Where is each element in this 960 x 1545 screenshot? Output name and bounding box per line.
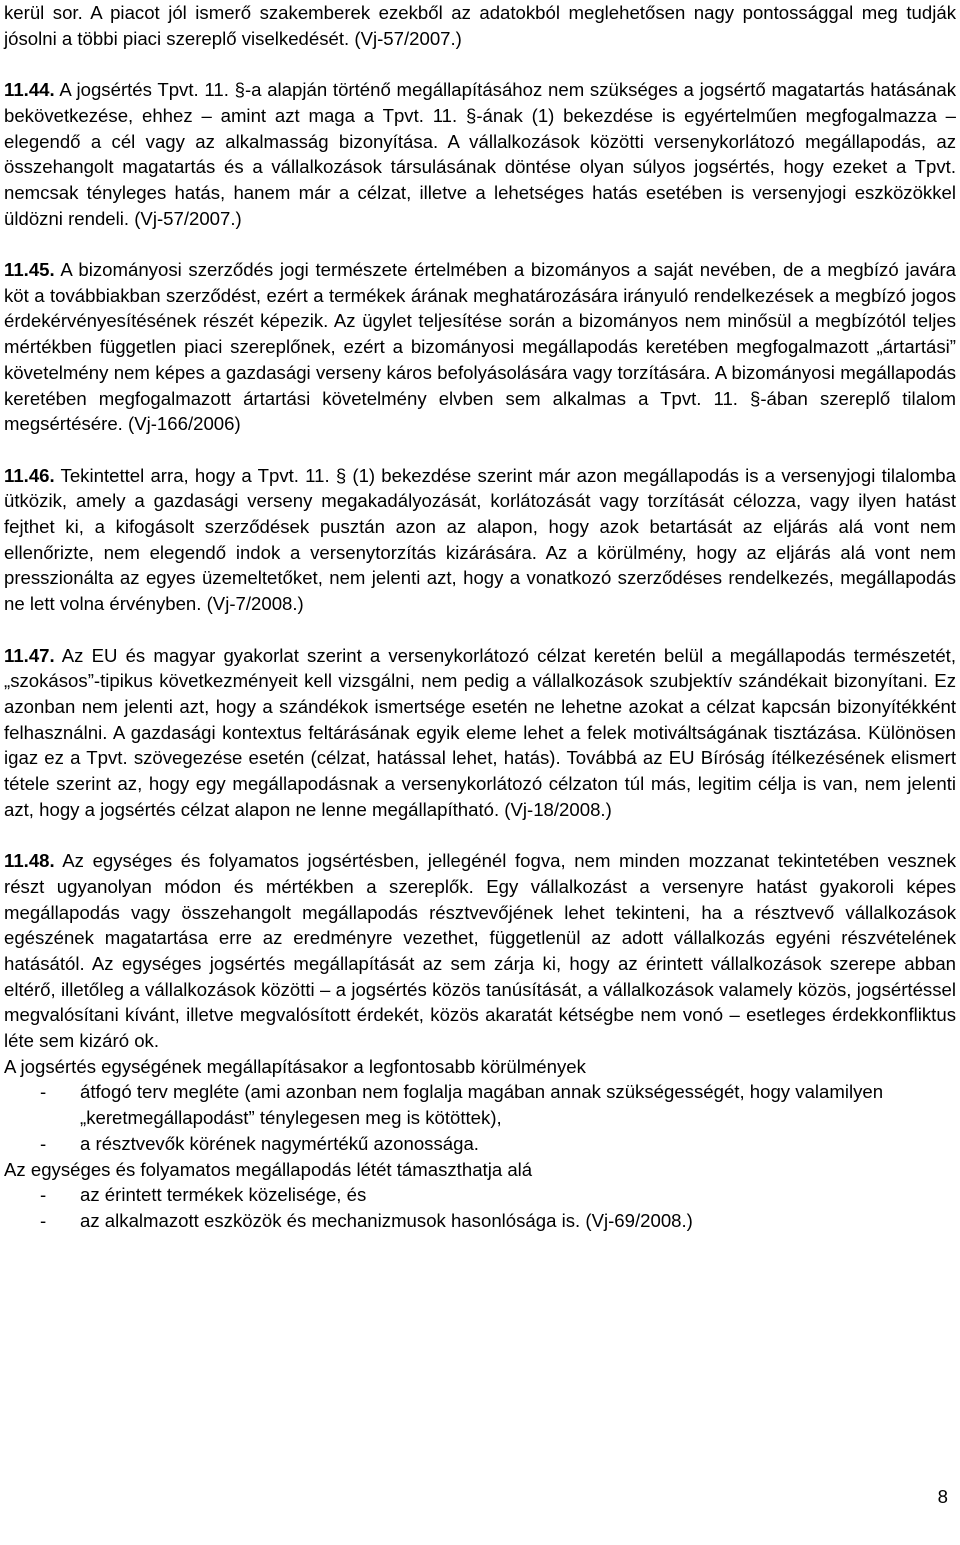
paragraph-number: 11.48.: [4, 850, 55, 872]
support-intro: Az egységes és folyamatos megállapodás létét támaszthatja alá: [4, 1158, 533, 1180]
list-item: [4, 1131, 956, 1157]
list-dash: -: [40, 1209, 47, 1231]
support-list: [4, 1182, 956, 1233]
paragraph-11-48: [4, 848, 956, 1054]
list-item-text: az alkalmazott eszközök és mechanizmusok hasonlósága is. (Vj-69/2008.): [80, 1209, 693, 1231]
paragraph-text: Az egységes és folyamatos jogsértésben, jellegénél fogva, nem minden mozzanat tekintetében vesznek részt ugyanolyan módon és mértékben a szereplők. Egy vállalkozást a versenyre hatást gyakoroli képes megállapodás vagy összehangolt megállapodás résztvevőjének lehet tekinteni, ha a résztvevő vállalkozások egészének magatartása erre az eredményre vezethet, függetlenül az adott vállalkozás egyéni részvételének hatásától. Az egységes jogsértés megállapítását az sem zárja ki, hogy az érintett vállalkozások szerepe abban eltérő, illetőleg a vállalkozások közötti – a jogsértés közös tanúsítását, a vállalkozások valamely közös, jogsértéssel megvalósítani kívánt, illetve megvalósított érdekét, közös akaratát kétségbe nem vonó – esetleges érdekkonfliktus léte sem kizáró ok.: [4, 850, 957, 1052]
list-item-text: a résztvevők körének nagymértékű azonossága.: [80, 1132, 479, 1154]
circumstances-list: [4, 1079, 956, 1156]
paragraph-text: kerül sor. A piacot jól ismerő szakemberek ezekből az adatokból meglehetősen nagy pontossággal meg tudják jósolni a többi piaci szereplő viselkedését. (Vj-57/2007.): [4, 2, 956, 49]
paragraph-11-44: [4, 77, 956, 231]
paragraph-text: Az EU és magyar gyakorlat szerint a versenykorlátozó célzat keretén belül a megállapodás természetét, „szokásos”-tipikus következményeit kell vizsgálni, nem pedig a vállalkozások szubjektív szándékait bizonyítani. Ez azonban nem jelenti azt, hogy a szándékok ismertsége esetén ne lehetne azokat a célzat kapcsán bizonyítékként felhasználni. A gazdasági kontextus feltárásának egyik eleme lehet a felek motiváltságának tisztázása. Különösen igaz ez a Tpvt. szövegezése esetén (célzat, hatással lehet, hatás). Továbbá az EU Bíróság ítélkezésének elismert tétele szerint az, hogy egy megállapodásnak a versenykorlátozó célzaton túl más, legitim célja is van, nem jelenti azt, hogy a jogsértés célzat alapon ne lenne megállapítható. (Vj-18/2008.): [4, 644, 956, 820]
paragraph-number: 11.47.: [4, 644, 55, 666]
list-item-text: átfogó terv megléte (ami azonban nem foglalja magában annak szükségességét, hogy valamilyen „keretmegállapodást” ténylegesen meg is kötöttek),: [80, 1081, 884, 1129]
list-dash: -: [40, 1132, 47, 1154]
list-dash: -: [40, 1081, 47, 1103]
paragraph-text: A bizományosi szerződés jogi természete értelmében a bizományos a saját nevében, de a megbízó javára köt a továbbiakban szerződést, ezért a termékek árának meghatározására irányuló rendelkezések a megbízó jogos érdekérvényesítésének részét képezik. Az ügylet teljesítése során a bizományos nem minősül a megbízótól teljes mértékben független piaci szereplőnek, ezért a bizományosi megállapodás keretében megfogalmazott „ártartási” követelmény nem képes a gazdasági verseny káros befolyásolására vagy torzítására. A bizományosi megállapodás keretében megfogalmazott ártartási követelmény elvben sem alkalmas a Tpvt. 11. §-ában szereplő tilalom megsértésére. (Vj-166/2006): [4, 259, 957, 435]
list-dash: -: [40, 1184, 47, 1206]
paragraph-text: Tekintettel arra, hogy a Tpvt. 11. § (1) bekezdése szerint már azon megállapodás is a versenyjogi tilalomba ütközik, amely a gazdasági verseny megakadályozását, korlátozását vagy torzítását célozza, vagy ilyen hatást fejthet ki, a kifogásolt szerződések pusztán azon az alapon, hogy azok betartását az eljárás alá vont nem ellenőrizte, nem elegendő indok a versenytorzítás kizárására. Az a körülmény, hogy az eljárás alá vont nem presszionálta az egyes üzemeltetőket, nem jelenti azt, hogy a vonatkozó szerződéses rendelkezés, megállapodás ne lett volna érvényben. (Vj-7/2008.): [4, 464, 956, 615]
paragraph-text: A jogsértés Tpvt. 11. §-a alapján történő megállapításához nem szükséges a jogsértő magatartás hatásának bekövetkezése, ehhez – amint azt maga a Tpvt. 11. §-ának (1) bekezdése is egyértelműen megfogalmazza – elegendő a cél vagy az alkalmasság bizonyítása. A vállalkozások közötti versenykorlátozó megállapodás, az összehangolt magatartás és a vállalkozások társulásának döntése olyan súlyos jogsértés, hogy ezeket a Tpvt. nemcsak tényleges hatás, hanem már a célzat, illetve a lehetséges hatás esetében is versenyjogi eszközökkel üldözni rendeli. (Vj-57/2007.): [4, 79, 957, 229]
list-item-text: az érintett termékek közelisége, és: [80, 1184, 367, 1206]
paragraph-number: 11.44.: [4, 79, 55, 101]
paragraph-11-47: [4, 643, 956, 823]
page-number: 8: [937, 1486, 948, 1507]
paragraph-11-45: [4, 257, 956, 437]
paragraph-11-46: [4, 463, 956, 617]
paragraph-number: 11.46.: [4, 464, 55, 486]
paragraph-continuation: [4, 0, 956, 51]
list-item: [4, 1079, 956, 1130]
paragraph-number: 11.45.: [4, 259, 55, 280]
list-item: [4, 1208, 956, 1234]
document-page: [4, 0, 956, 1234]
circumstances-intro: A jogsértés egységének megállapításakor a legfontosabb körülmények: [4, 1055, 586, 1077]
list-item: [4, 1182, 956, 1208]
